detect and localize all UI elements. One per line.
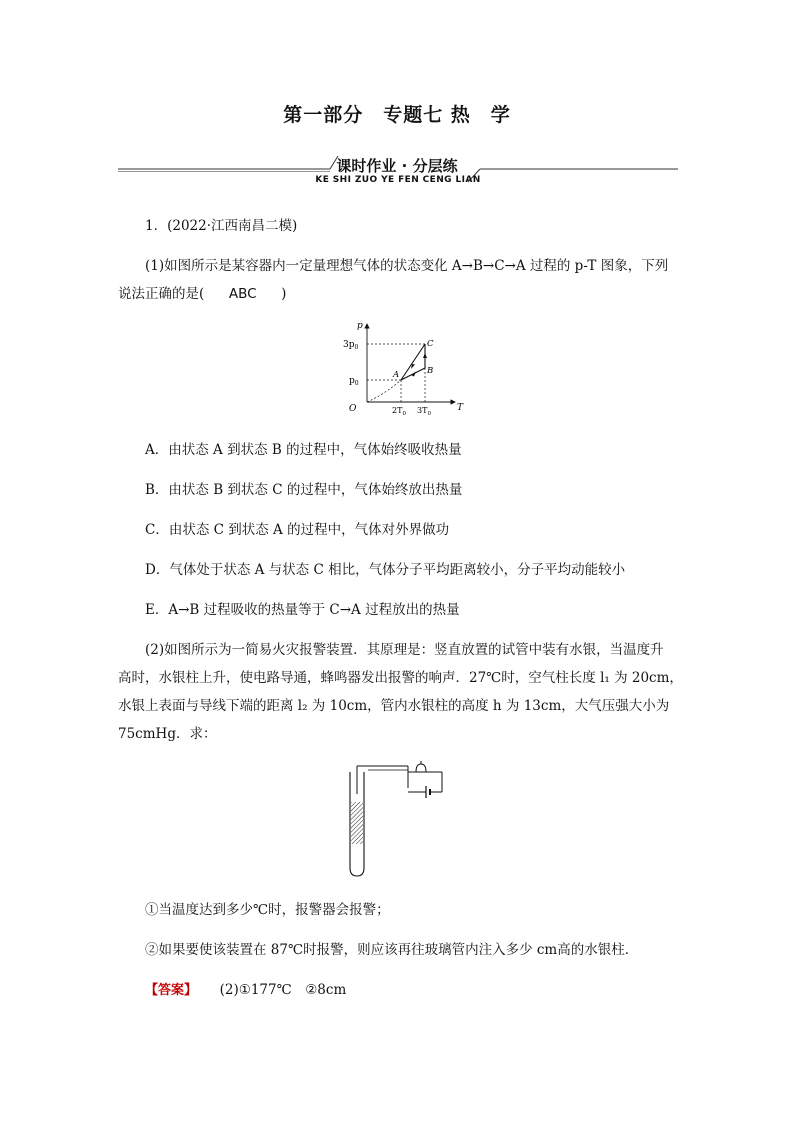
point-b-label: B (427, 366, 434, 376)
option-a: A．由状态 A 到状态 B 的过程中，气体始终吸收热量 (145, 442, 462, 458)
pt-graph (335, 318, 470, 418)
part1-answer: ABC (228, 286, 257, 302)
y-tick-p0: $p_0$ (349, 376, 359, 387)
part2-line4: 75cmHg．求： (118, 726, 217, 742)
part2-line2: 高时，水银柱上升，使电路导通，蜂鸣器发出报警的响声．27℃时，空气柱长度 l₁ 为 20cm， (118, 670, 683, 686)
banner-title: 课时作业 · 分层练 (336, 157, 458, 175)
option-c: C．由状态 C 到状态 A 的过程中，气体对外界做功 (145, 522, 450, 538)
mercury-column (351, 802, 363, 844)
y-axis-label: p (357, 321, 363, 331)
y-tick-3p0: $3p_0$ (343, 340, 359, 351)
x-axis-label: T (457, 403, 464, 413)
answer-line (145, 978, 346, 998)
banner-subtitle: KE SHI ZUO YE FEN CENG LIAN (315, 175, 481, 185)
option-d: D．气体处于状态 A 与状态 C 相比，气体分子平均距离较小，分子平均动能较小 (145, 562, 626, 578)
part1-prefix: 说法正确的是( (118, 286, 205, 302)
answer-text: (2)①177℃ ②8cm (219, 982, 347, 998)
option-e: E．A→B 过程吸收的热量等于 C→A 过程放出的热量 (145, 602, 460, 618)
part1-line1: (1)如图所示是某容器内一定量理想气体的状态变化 A→B→C→A 过程的 p-T 图象，下列 (145, 258, 669, 274)
sub-question-1: ①当温度达到多少℃时，报警器会报警； (145, 902, 390, 918)
part2-line3: 水银上表面与导线下端的距离 l₂ 为 10cm，管内水银柱的高度 h 为 13cm，大气压强大小为 (118, 698, 670, 714)
part2-line1: (2)如图所示为一简易火灾报警装置．其原理是：竖直放置的试管中装有水银，当温度升 (145, 642, 664, 658)
answer-tag: 【答案】 (145, 983, 198, 998)
point-c-label: C (427, 339, 434, 349)
point-a-label: A (393, 370, 400, 380)
option-b: B．由状态 B 到状态 C 的过程中，气体始终放出热量 (145, 482, 463, 498)
question-heading: 1．(2022·江西南昌二模) (145, 218, 298, 234)
buzzer-icon (416, 764, 426, 772)
page-title: 第一部分 专题七 热 学 (283, 104, 511, 126)
origin-label: O (349, 404, 357, 414)
x-tick-2t0: $2T_0$ (392, 406, 406, 417)
x-tick-3t0: $3T_0$ (417, 406, 431, 417)
part1-suffix: ) (281, 286, 287, 302)
alarm-apparatus-diagram (340, 758, 450, 880)
part1-line2 (118, 282, 286, 302)
sub-question-2: ②如果要使该装置在 87℃时报警，则应该再往玻璃管内注入多少 cm高的水银柱． (145, 942, 639, 958)
